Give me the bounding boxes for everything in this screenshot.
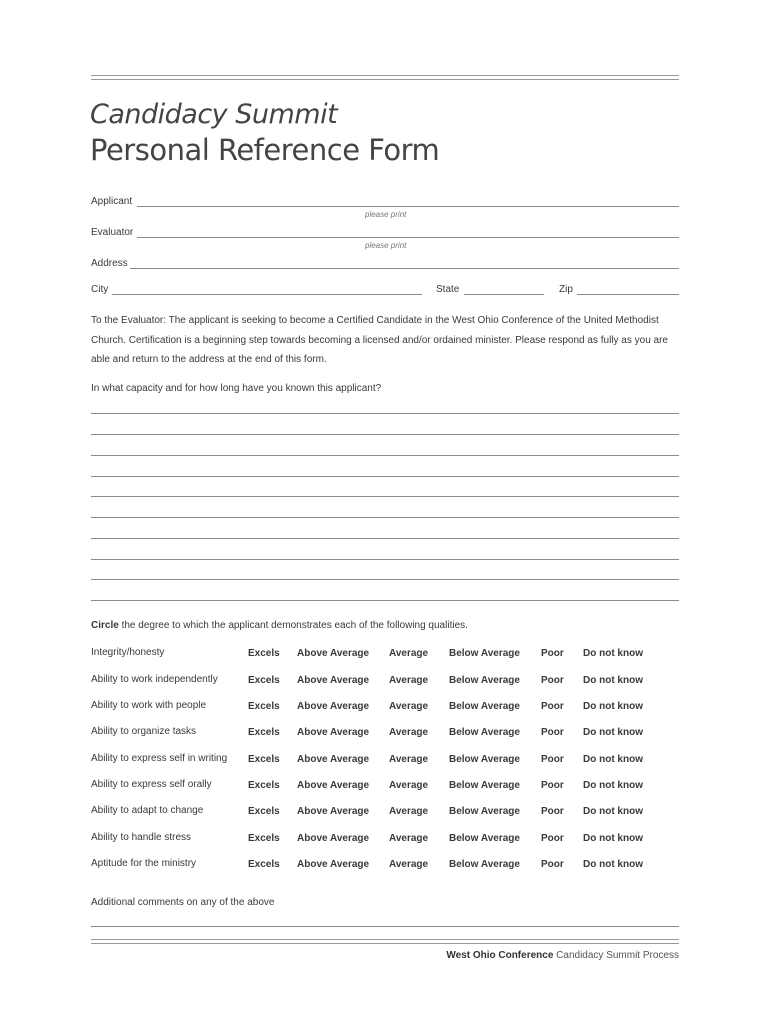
circle-bold: Circle: [91, 620, 119, 631]
answer-line[interactable]: [91, 434, 679, 435]
footer: [446, 950, 679, 961]
option-excels[interactable]: Excels: [248, 780, 280, 791]
option-above-average[interactable]: Above Average: [297, 648, 370, 659]
form-title-line1: Candidacy Summit: [90, 99, 338, 130]
city-label: City: [91, 284, 109, 295]
evaluator-label: Evaluator: [91, 227, 134, 238]
option-average[interactable]: Average: [389, 754, 429, 765]
intro-paragraph: To the Evaluator: The applicant is seeking to become a Certified Candidate in the West Ohio Conference of the United Methodist Church. Certification is a beginning step towards becoming a licensed and/or ordained minister. Please respond as fully as you are able and return to the address at the end of this form.: [91, 315, 668, 365]
option-below-average[interactable]: Below Average: [449, 675, 520, 686]
city-field[interactable]: [112, 294, 422, 295]
option-poor[interactable]: Poor: [541, 780, 564, 791]
answer-line[interactable]: [91, 517, 679, 518]
option-poor[interactable]: Poor: [541, 754, 564, 765]
answer-line[interactable]: [91, 559, 679, 560]
option-average[interactable]: Average: [389, 780, 429, 791]
zip-field[interactable]: [577, 294, 679, 295]
option-above-average[interactable]: Above Average: [297, 727, 370, 738]
option-above-average[interactable]: Above Average: [297, 754, 370, 765]
option-above-average[interactable]: Above Average: [297, 859, 370, 870]
evaluator-field[interactable]: [137, 237, 679, 238]
option-excels[interactable]: Excels: [248, 727, 280, 738]
quality-label: Ability to organize tasks: [91, 726, 197, 737]
option-average[interactable]: Average: [389, 859, 429, 870]
option-do-not-know[interactable]: Do not know: [583, 754, 643, 765]
option-below-average[interactable]: Below Average: [449, 648, 520, 659]
quality-label: Ability to work independently: [91, 674, 218, 685]
option-above-average[interactable]: Above Average: [297, 675, 370, 686]
answer-line[interactable]: [91, 579, 679, 580]
option-do-not-know[interactable]: Do not know: [583, 701, 643, 712]
answer-line[interactable]: [91, 600, 679, 601]
applicant-label: Applicant: [91, 196, 133, 207]
option-do-not-know[interactable]: Do not know: [583, 833, 643, 844]
option-below-average[interactable]: Below Average: [449, 780, 520, 791]
option-below-average[interactable]: Below Average: [449, 833, 520, 844]
option-below-average[interactable]: Below Average: [449, 754, 520, 765]
option-poor[interactable]: Poor: [541, 727, 564, 738]
answer-line[interactable]: [91, 476, 679, 477]
option-above-average[interactable]: Above Average: [297, 806, 370, 817]
state-label: State: [436, 284, 460, 295]
option-poor[interactable]: Poor: [541, 859, 564, 870]
quality-label: Ability to adapt to change: [91, 805, 204, 816]
option-excels[interactable]: Excels: [248, 833, 280, 844]
option-average[interactable]: Average: [389, 806, 429, 817]
option-below-average[interactable]: Below Average: [449, 806, 520, 817]
option-above-average[interactable]: Above Average: [297, 833, 370, 844]
option-average[interactable]: Average: [389, 833, 429, 844]
answer-line[interactable]: [91, 455, 679, 456]
form-title-line2: Personal Reference Form: [90, 133, 440, 167]
evaluator-hint: please print: [365, 241, 407, 250]
answer-line[interactable]: [91, 496, 679, 497]
option-above-average[interactable]: Above Average: [297, 780, 370, 791]
applicant-hint: please print: [365, 210, 407, 219]
top-double-rule: [91, 75, 679, 80]
option-do-not-know[interactable]: Do not know: [583, 727, 643, 738]
circle-instruction: [91, 620, 468, 631]
option-do-not-know[interactable]: Do not know: [583, 806, 643, 817]
option-above-average[interactable]: Above Average: [297, 701, 370, 712]
comments-line[interactable]: [91, 926, 679, 927]
address-field[interactable]: [130, 268, 679, 269]
option-average[interactable]: Average: [389, 648, 429, 659]
option-below-average[interactable]: Below Average: [449, 701, 520, 712]
option-below-average[interactable]: Below Average: [449, 727, 520, 738]
option-poor[interactable]: Poor: [541, 675, 564, 686]
option-excels[interactable]: Excels: [248, 859, 280, 870]
quality-label: Ability to express self in writing: [91, 753, 228, 764]
option-do-not-know[interactable]: Do not know: [583, 648, 643, 659]
option-do-not-know[interactable]: Do not know: [583, 675, 643, 686]
state-field[interactable]: [464, 294, 544, 295]
applicant-field[interactable]: [137, 206, 679, 207]
comments-label: Additional comments on any of the above: [91, 897, 275, 908]
option-excels[interactable]: Excels: [248, 754, 280, 765]
option-do-not-know[interactable]: Do not know: [583, 780, 643, 791]
quality-label: Aptitude for the ministry: [91, 858, 197, 869]
footer-process: Candidacy Summit Process: [553, 950, 679, 961]
address-label: Address: [91, 258, 128, 269]
footer-org: West Ohio Conference: [446, 950, 554, 961]
option-average[interactable]: Average: [389, 701, 429, 712]
circle-rest: the degree to which the applicant demonstrates each of the following qualities.: [118, 620, 468, 631]
option-poor[interactable]: Poor: [541, 833, 564, 844]
option-poor[interactable]: Poor: [541, 701, 564, 712]
quality-label: Ability to work with people: [91, 700, 207, 711]
option-poor[interactable]: Poor: [541, 648, 564, 659]
capacity-question: In what capacity and for how long have you known this applicant?: [91, 383, 382, 394]
option-excels[interactable]: Excels: [248, 701, 280, 712]
option-excels[interactable]: Excels: [248, 806, 280, 817]
option-poor[interactable]: Poor: [541, 806, 564, 817]
quality-label: Integrity/honesty: [91, 647, 165, 658]
option-do-not-know[interactable]: Do not know: [583, 859, 643, 870]
option-average[interactable]: Average: [389, 675, 429, 686]
answer-line[interactable]: [91, 538, 679, 539]
bottom-double-rule: [91, 939, 679, 944]
quality-label: Ability to express self orally: [91, 779, 212, 790]
option-excels[interactable]: Excels: [248, 675, 280, 686]
quality-label: Ability to handle stress: [91, 832, 192, 843]
option-excels[interactable]: Excels: [248, 648, 280, 659]
option-average[interactable]: Average: [389, 727, 429, 738]
option-below-average[interactable]: Below Average: [449, 859, 520, 870]
answer-line[interactable]: [91, 413, 679, 414]
zip-label: Zip: [559, 284, 573, 295]
